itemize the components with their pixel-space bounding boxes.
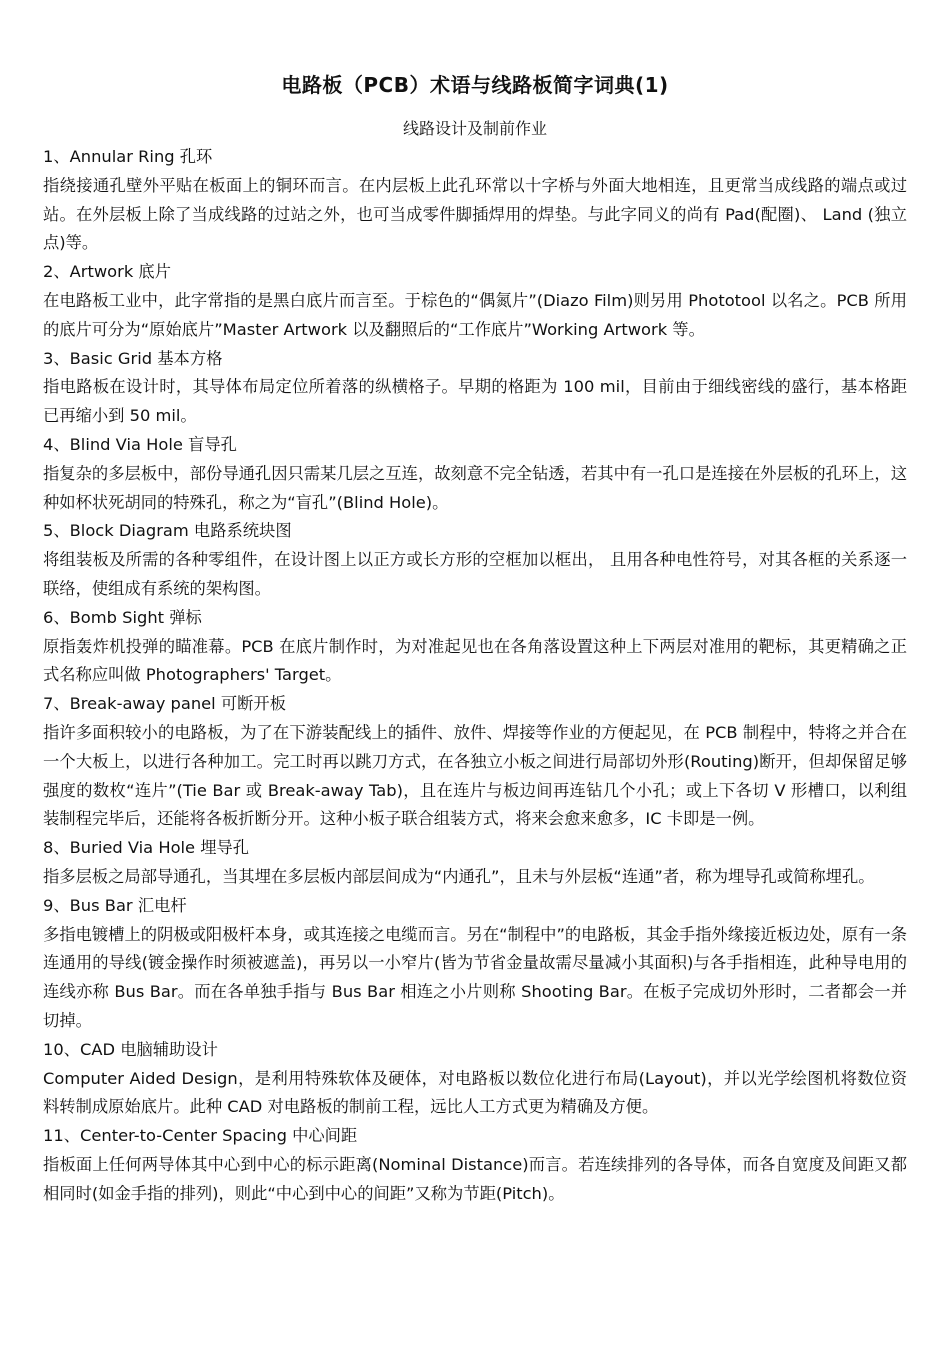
glossary-body (43, 143, 907, 1208)
entry-text: Computer Aided Design，是利用特殊软体及硬体，对电路板以数位化进行布局(Layout)，并以光学绘图机将数位资料转制成原始底片。此种 CAD 对电路板的制前工程，远比人工方式更为精确及方便。 (43, 1068, 907, 1117)
entry-text: 将组装板及所需的各种零组件，在设计图上以正方或长方形的空框加以框出， 且用各种电性符号，对其各框的关系逐一联络，使组成有系统的架构图。 (43, 550, 907, 598)
glossary-entry (43, 834, 907, 892)
entry-text: 指复杂的多层板中，部份导通孔因只需某几层之互连，故刻意不完全钻透，若其中有一孔口是连接在外层板的孔环上，这种如杯状死胡同的特殊孔，称之为“盲孔”(Blind Hole)。 (43, 463, 907, 512)
glossary-entry (43, 345, 907, 431)
entry-heading: 8、Buried Via Hole 埋导孔 (43, 838, 250, 858)
glossary-entry (43, 517, 907, 603)
entry-text: 指板面上任何两导体其中心到中心的标示距离(Nominal Distance)而言。若连续排列的各导体，而各自宽度及间距又都相同时(如金手指的排列)，则此“中心到中心的间距”又称为节距(Pitch)。 (43, 1154, 907, 1203)
entry-heading: 5、Block Diagram 电路系统块图 (43, 521, 292, 541)
entry-text: 原指轰炸机投弹的瞄准幕。PCB 在底片制作时，为对准起见也在各角落设置这种上下两层对准用的靶标，其更精确之正式名称应叫做 Photographers' Target。 (43, 636, 907, 685)
glossary-entry (43, 1036, 907, 1122)
entry-heading: 2、Artwork 底片 (43, 262, 171, 282)
entry-text: 多指电镀槽上的阴极或阳极杆本身，或其连接之电缆而言。另在“制程中”的电路板，其金手指外缘接近板边处，原有一条连通用的导线(镀金操作时须被遮盖)，再另以一小窄片(皆为节省金量故需尽量减小其面积)与各手指相连，此种导电用的连线亦称 Bus Bar。而在各单独手指与 Bus Bar 相连之小片则称 Shooting Bar。在板子完成切外形时，二者都会一并切掉。 (43, 924, 907, 1030)
glossary-entry (43, 143, 907, 258)
entry-heading: 1、Annular Ring 孔环 (43, 147, 213, 166)
entry-text: 指绕接通孔壁外平贴在板面上的铜环而言。在内层板上此孔环常以十字桥与外面大地相连，且更常当成线路的端点或过站。在外层板上除了当成线路的过站之外，也可当成零件脚插焊用的焊垫。与此字同义的尚有 Pad(配圈)、 Land (独立点)等。 (43, 175, 907, 253)
entry-heading: 6、Bomb Sight 弹标 (43, 607, 202, 627)
glossary-entry (43, 892, 907, 1036)
entry-heading: 11、Center-to-Center Spacing 中心间距 (43, 1126, 358, 1146)
document-title: 电路板（PCB）术语与线路板简字词典(1) (281, 73, 669, 97)
entry-text: 指电路板在设计时，其导体布局定位所着落的纵横格子。早期的格距为 100 mil，目前由于细线密线的盛行，基本格距已再缩小到 50 mil。 (43, 377, 907, 426)
entry-text: 在电路板工业中，此字常指的是黑白底片而言至。于棕色的“偶氮片”(Diazo Film)则另用 Phototool 以名之。PCB 所用的底片可分为“原始底片”Master Artwork 以及翻照后的“工作底片”Working Artwork 等。 (43, 290, 907, 339)
glossary-entry (43, 258, 907, 344)
entry-heading: 4、Blind Via Hole 盲导孔 (43, 434, 237, 454)
entry-text: 指多层板之局部导通孔，当其埋在多层板内部层间成为“内通孔”，且未与外层板“连通”者，称为埋导孔或简称埋孔。 (43, 866, 875, 886)
entry-text: 指许多面积较小的电路板，为了在下游装配线上的插件、放件、焊接等作业的方便起见，在 PCB 制程中，特将之并合在一个大板上，以进行各种加工。完工时再以跳刀方式，在各独立小板之间进行局部切外形(Routing)断开，但却保留足够强度的数枚“连片”(Tie Bar 或 Break-away Tab)，且在连片与板边间再连钻几个小孔；或上下各切 V 形槽口，以利组装制程完毕后，还能将各板折断分开。这种小板子联合组装方式，将来会愈来愈多，IC 卡即是一例。 (43, 722, 907, 829)
glossary-entry (43, 1122, 907, 1208)
glossary-entry (43, 431, 907, 517)
document-subtitle: 线路设计及制前作业 (402, 119, 547, 138)
glossary-entry (43, 690, 907, 834)
glossary-entry (43, 604, 907, 690)
entry-heading: 9、Bus Bar 汇电杆 (43, 895, 187, 915)
entry-heading: 7、Break-away panel 可断开板 (43, 694, 286, 714)
entry-heading: 10、CAD 电脑辅助设计 (43, 1039, 218, 1059)
entry-heading: 3、Basic Grid 基本方格 (43, 348, 223, 368)
